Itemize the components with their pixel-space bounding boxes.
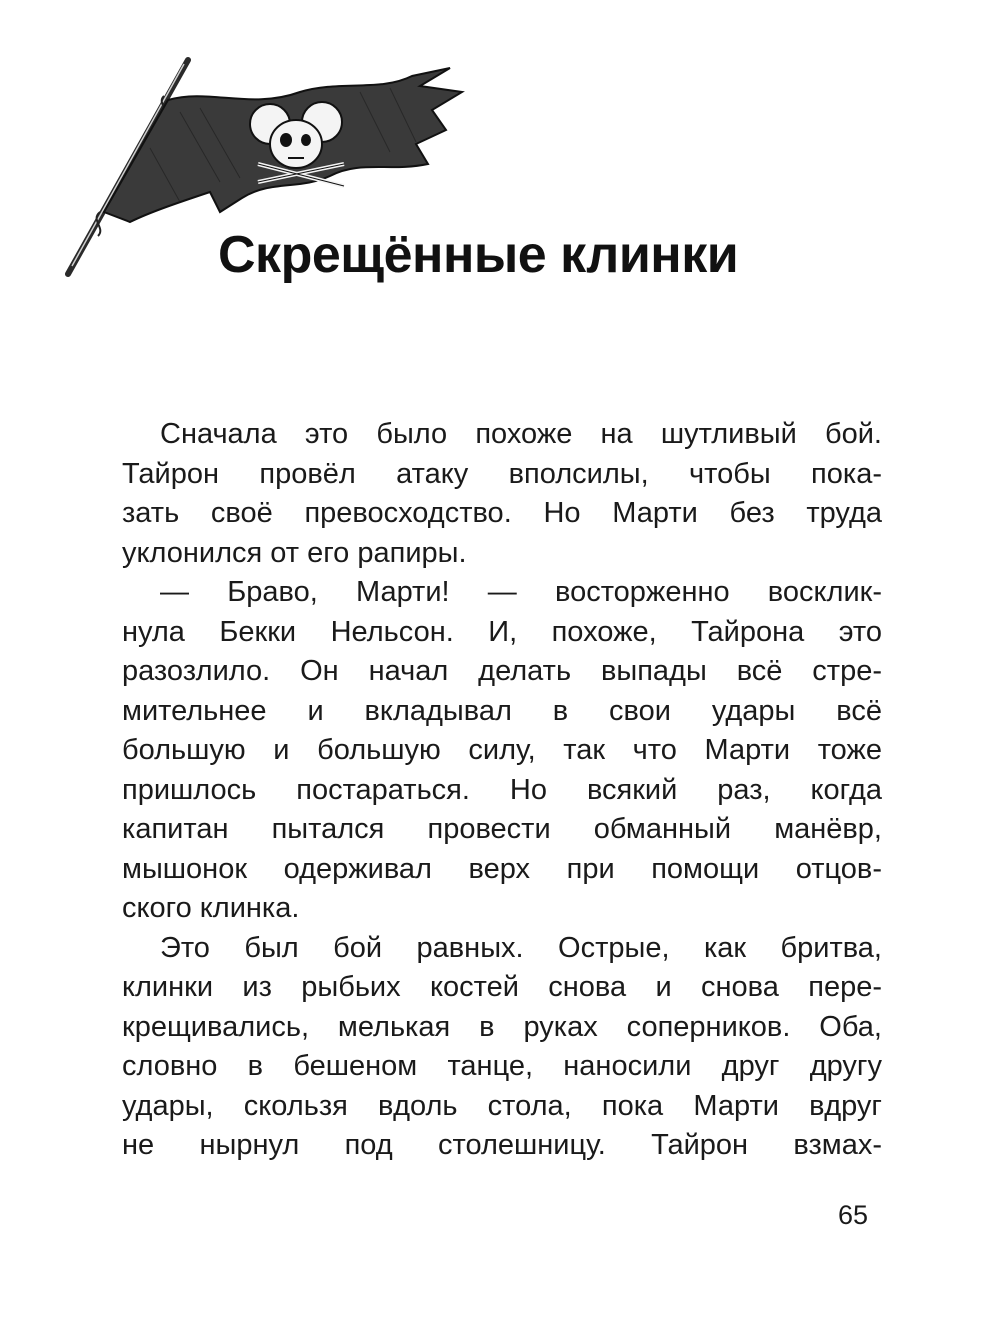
chapter-title: Скрещённые клинки: [218, 226, 739, 284]
body-text: [122, 415, 882, 1166]
text-line: клинки из рыбьих костей снова и снова пере-: [122, 971, 882, 1003]
text-line: — Браво, Марти! — восторженно восклик-: [160, 576, 882, 608]
text-line: ского клинка.: [122, 892, 300, 924]
text-line: крещивались, мелькая в руках соперников. Оба,: [122, 1010, 882, 1043]
text-line: не нырнул под столешницу. Тайрон взмах-: [122, 1129, 882, 1161]
text-line: мительнее и вкладывал в свои удары всё: [122, 694, 882, 727]
text-line: уклонился от его рапиры.: [122, 536, 467, 569]
text-line: пришлось постараться. Но всякий раз, когда: [122, 773, 882, 806]
text-line: удары, скользя вдоль стола, пока Марти вдруг: [122, 1089, 882, 1122]
text-line: мышонок одерживал верх при помощи отцов-: [122, 852, 882, 885]
text-line: нула Бекки Нельсон. И, похоже, Тайрона это: [122, 615, 882, 648]
text-line: зать своё превосходство. Но Марти без труда: [122, 497, 882, 529]
text-line: капитан пытался провести обманный манёвр,: [122, 813, 882, 845]
text-line: разозлило. Он начал делать выпады всё стре-: [122, 655, 882, 687]
text-line: Тайрон провёл атаку вполсилы, чтобы пока-: [122, 457, 882, 490]
text-line: Сначала это было похоже на шутливый бой.: [160, 418, 882, 450]
text-line: Это был бой равных. Острые, как бритва,: [160, 931, 882, 964]
page-number: 65: [837, 1200, 868, 1230]
text-line: словно в бешеном танце, наносили друг другу: [122, 1050, 882, 1082]
text-line: большую и большую силу, так что Марти тоже: [122, 734, 882, 766]
